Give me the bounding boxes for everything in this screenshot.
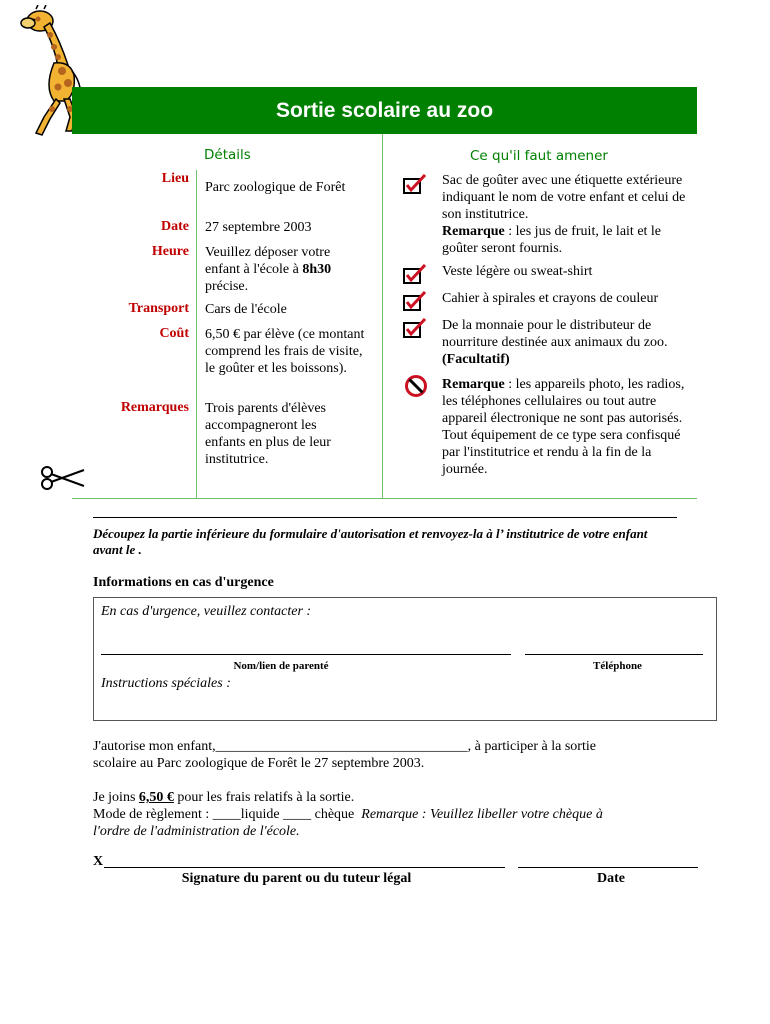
special-instructions-label: Instructions spéciales : [101,676,231,691]
label-date: Date [161,219,189,234]
contact-name-line[interactable] [101,654,511,655]
prohibited-icon [404,374,428,398]
bring-heading: Ce qu'il faut amener [470,148,608,164]
checkbox-check-icon [403,174,427,194]
name-relation-label: Nom/lien de parenté [233,660,329,672]
value-cout: 6,50 € par élève (ce montant comprend les frais de visite, le goûter et les boissons). [205,327,365,376]
bring-item-money: De la monnaie pour le distributeur de nourriture destinée aux animaux du zoo. (Facultatif) [442,318,668,367]
date-line[interactable] [518,867,698,868]
column-divider-left [196,170,197,498]
signature-label: Signature du parent ou du tuteur légal [181,871,412,886]
checkbox-check-icon [403,291,427,311]
date-label: Date [597,871,625,886]
child-name-blank[interactable]: ____________________________________ [215,739,468,754]
value-date: 27 septembre 2003 [205,220,312,235]
label-remarques: Remarques [120,400,189,415]
bring-item-notebook: Cahier à spirales et crayons de couleur [442,291,659,306]
payment-text: Je joins 6,50 € pour les frais relatifs à la sortie. Mode de règlement : ____liquide ____ chèque Remarque : Veuillez libeller votre chèque à l'ordre de l'administration de l'école. [93,790,603,839]
table-bottom-border [72,498,697,499]
label-transport: Transport [128,301,189,316]
page-title: Sortie scolaire au zoo [275,98,494,122]
label-cout: Coût [159,326,189,341]
value-lieu: Parc zoologique de Forêt [205,180,346,195]
bring-item-jacket: Veste légère ou sweat-shirt [442,264,593,279]
cut-line [93,517,677,518]
signature-x: X [93,854,104,869]
label-lieu: Lieu [161,171,189,186]
emergency-contact-prompt: En cas d'urgence, veuillez contacter : [101,604,312,619]
page-title-banner [72,87,697,134]
emergency-heading: Informations en cas d'urgence [93,575,274,590]
phone-label: Téléphone [593,660,642,672]
checkbox-check-icon [403,318,427,338]
scissors-icon [40,466,86,490]
bring-item-snack: Sac de goûter avec une étiquette extérieure indiquant le nom de votre enfant et celui de son institutrice. Remarque : les jus de fruit, le lait et le goûter seront fournis. [442,173,686,256]
payment-method[interactable]: Mode de règlement : ____liquide ____ chèque [93,807,355,822]
emergency-box [93,597,717,721]
value-remarques: Trois parents d'élèves accompagneront les enfants en plus de leur institutrice. [205,401,331,467]
checkbox-check-icon [403,264,427,284]
bring-item-prohibited: Remarque : les appareils photo, les radios, les téléphones cellulaires ou tout autre appareil électronique ne sont pas autorisés. Tout équipement de ce type sera confisqué par l'institutrice et rendu à la fin de la journée. [442,377,685,477]
cut-instruction: Découpez la partie inférieure du formulaire d'autorisation et renvoyez-la à l’ institutrice de votre enfant avant le . [93,526,648,557]
value-transport: Cars de l'école [205,302,287,317]
contact-phone-line[interactable] [525,654,703,655]
authorization-text: J'autorise mon enfant,____________________________________, à participer à la sortie scolaire au Parc zoologique de Forêt le 27 septembre 2003. [93,739,596,771]
details-heading: Détails [204,147,251,163]
column-divider-middle [382,134,383,498]
signature-line[interactable] [104,867,505,868]
label-heure: Heure [151,244,189,259]
value-heure: Veuillez déposer votre enfant à l'école à 8h30 précise. [205,245,332,294]
